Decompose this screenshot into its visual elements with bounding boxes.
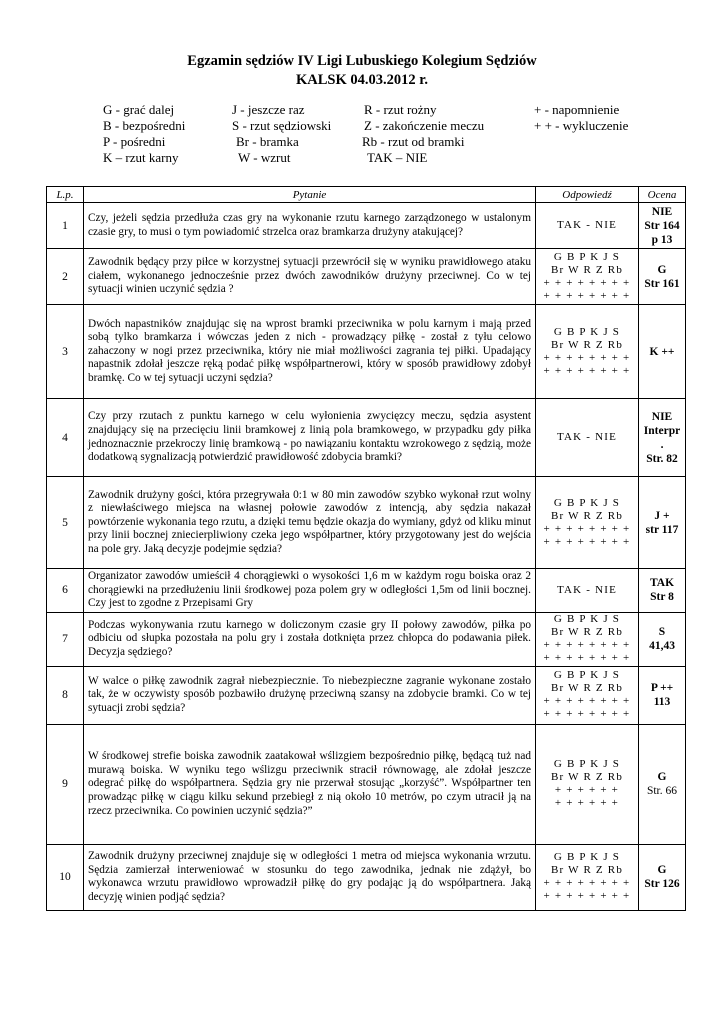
legend-item: + + - wykluczenie [534,118,629,133]
grade-cell [639,569,686,613]
grade-cell [639,844,686,910]
grade-line: P ++ [650,682,674,695]
legend-item: J - jeszcze raz [232,102,305,117]
exam-title: Egzamin sędziów IV Ligi Lubuskiego Kolegium Sędziów [187,53,537,69]
question-text: Zawodnik będący przy piłce w korzystnej sytuacji przewrócił się w wyniku prawidłowego ataku ciałem, wykonanego jednocześnie przez dwóch zawodników drużyny przeciwnej. Co w tej sytuacji winien uczynić sędzia ? [84,249,536,305]
answer-line: + + + + + + + + [543,639,631,652]
grade-line: . [660,438,664,451]
answer-line: + + + + + + [554,784,620,797]
answer-line: + + + + + + + + [543,276,631,289]
answer-line: + + + + + + + + [543,890,631,903]
row-number: 3 [47,305,84,399]
question-text: Dwóch napastników znajdując się na wprost bramki przeciwnika w polu karnym i mają przed sobą tylko bramkarza i wówczas jeden z nich - prowadzący piłkę - został z tyłu celowo zahaczony w nogi przez przeciwnika, który nie miał możliwości zagrania tej piłki. Upadający napastnik zdołał jeszcze ręką podać piłkę współpartnerowi, który w sposób prawidłowy zdobył bramkę. Co w tej sytuacji uczyni sędzia? [84,305,536,399]
table-row [47,477,686,569]
answer-options [536,724,639,844]
header-grade: Ocena [639,187,686,203]
grade-line: Interpr [643,424,681,437]
grade-line: TAK [649,577,675,590]
header-question: Pytanie [84,187,536,203]
answer-line: G B P K J S [553,250,621,263]
row-number: 1 [47,203,84,249]
exam-date: KALSK 04.03.2012 r. [296,72,428,88]
answer-line: Br W R Z Rb [550,509,624,522]
grade-line: Str. 66 [646,785,678,798]
answer-line: G B P K J S [553,758,621,771]
grade-cell [639,399,686,477]
table-row [47,569,686,613]
grade-line: G [657,263,667,276]
legend-item: R - rzut rożny [364,102,437,117]
grade-line: S [658,626,666,639]
answer-line: G B P K J S [553,851,621,864]
legend-item: P - pośredni [103,134,166,149]
legend-item: K – rzut karny [103,150,179,165]
answer-line: Br W R Z Rb [550,626,624,639]
question-text: Organizator zawodów umieścił 4 chorągiewki o wysokości 1,6 m w każdym rogu boiska oraz 2 chorągiewki na przedłużeniu linii środkowej poza polem gry w odległości 1,5m od linii bocznej. Czy jest to zgodne z Przepisami Gry [84,569,536,613]
table-row [47,305,686,399]
grade-line: 113 [653,696,671,709]
answer-options [536,844,639,910]
answer-line: G B P K J S [553,325,621,338]
grade-line: G [657,771,667,784]
grade-line: J + [654,509,670,522]
legend-item: Rb - rzut od bramki [362,134,465,149]
answer-options [536,305,639,399]
row-number: 6 [47,569,84,613]
header-answer: Odpowiedź [536,187,639,203]
answer-line: Br W R Z Rb [550,682,624,695]
answer-line: + + + + + + + + [543,351,631,364]
grade-cell [639,249,686,305]
table-row [47,249,686,305]
grade-line: G [657,864,667,877]
answer-options [536,249,639,305]
legend-item: G - grać dalej [103,102,175,117]
answer-options [536,666,639,724]
answer-line: + + + + + + + + [543,535,631,548]
question-text: Czy, jeżeli sędzia przedłuża czas gry na wykonanie rzutu karnego zarządzonego w ustalonym czasie gry, to musi o tym powiadomić strzelca oraz bramkarza drużyny atakującej? [84,203,536,249]
answer-options [536,203,639,249]
answer-options [536,399,639,477]
answer-options [536,569,639,613]
row-number: 7 [47,612,84,666]
table-row [47,666,686,724]
answer-line: G B P K J S [553,669,621,682]
question-text: Zawodnik drużyny gości, która przegrywała 0:1 w 80 min zawodów szybko wykonał rzut wolny z niewłaściwego miejsca na własnej połowie zawodów z intencją, aby sędzia nakazał powtórzenie wykonania tego rzutu, a dzięki temu będzie okazja do wymiany, gdyż od kliku minut przy linii bocznej zniecierpliwiony czeka jego współpartner, który przygotowany jest do wejścia na pole gry. Jaką decyzje podejmie sędzia? [84,477,536,569]
row-number: 9 [47,724,84,844]
grade-cell [639,305,686,399]
answer-line: + + + + + + + + [543,652,631,665]
table-row [47,844,686,910]
table-row [47,724,686,844]
grade-line: NIE [651,205,673,218]
exam-table [46,186,686,911]
question-text: Czy przy rzutach z punktu karnego w celu wyłonienia zwycięzcy meczu, sędzia asystent znajdujący się na przecięciu linii bramkowej z linią pola bramkowego, w przypadku gdy piłka jednoznacznie przekroczy linię bramkową - po nawiązaniu kontaktu wzrokowego z sędzią, może dodatkową sygnalizacją potwierdzić prawidłowość zdobycia bramki? [84,399,536,477]
answer-line: G B P K J S [553,613,621,626]
table-row [47,203,686,249]
answer-line: TAK - NIE [556,219,617,231]
answer-line: + + + + + + + + [543,289,631,302]
answer-options [536,477,639,569]
grade-line: Str 161 [644,277,680,290]
legend-item: W - wzrut [238,150,291,165]
answer-line: G B P K J S [553,496,621,509]
row-number: 10 [47,844,84,910]
answer-line: + + + + + + + + [543,522,631,535]
answer-options [536,612,639,666]
answer-line: TAK - NIE [556,583,617,596]
question-text: Zawodnik drużyny przeciwnej znajduje się w odległości 1 metra od miejsca wykonania wrzutu. Sędzia zamierzał interweniować w stosunku do tego zawodnika, jednak nie zdążył, bo wykonawca wrzutu prawidłowo wprowadził piłkę do gry podając ją do współpartnera. Jaką decyzję winien podjąć sędzia? [84,844,536,910]
legend-item: Br - bramka [236,134,299,149]
grade-line: Str 8 [650,591,674,604]
header-lp: L.p. [47,187,84,203]
grade-cell [639,477,686,569]
grade-line: Str 126 [644,878,680,891]
grade-line: str 117 [645,523,679,536]
row-number: 8 [47,666,84,724]
table-row [47,612,686,666]
question-text: W środkowej strefie boiska zawodnik zaatakował wślizgiem bezpośrednio piłkę, będącą tuż nad murawą boiska. W wyniku tego wślizgu przeciwnik stracił równowagę, ale zdołał jeszcze odegrać piłkę do współpartnera. Sędzia gry nie przerwał stosując „korzyść”. Współpartner ten prowadząc piłkę w ciągu kilku sekund przebiegł z nią około 10 metrów, po czym utracił ją na rzecz przeciwnika. Co powinien uczynić sędzia?” [84,724,536,844]
grade-line: K ++ [649,345,675,358]
row-number: 4 [47,399,84,477]
grade-line: p 13 [651,233,673,246]
answer-line: + + + + + + + + [543,708,631,721]
grade-cell [639,724,686,844]
answer-line: + + + + + + + + [543,877,631,890]
answer-line: + + + + + + + + [543,364,631,377]
grade-line: NIE [651,410,673,423]
row-number: 5 [47,477,84,569]
answer-line: Br W R Z Rb [550,864,624,877]
legend-item: Z - zakończenie meczu [364,118,485,133]
legend-item: TAK – NIE [367,150,428,165]
answer-line: Br W R Z Rb [550,338,624,351]
answer-line: + + + + + + + + [543,695,631,708]
table-header-row [47,187,686,203]
legend-item: S - rzut sędziowski [232,118,332,133]
row-number: 2 [47,249,84,305]
answer-line: TAK - NIE [556,431,617,443]
grade-cell [639,612,686,666]
grade-cell [639,203,686,249]
question-text: Podczas wykonywania rzutu karnego w doliczonym czasie gry II połowy zawodów, piłka po odbiciu od słupka pozostała na polu gry i została dotknięta przez chłopca do podawania piłek. Decyzja sędziego? [84,612,536,666]
grade-line: Str. 82 [646,452,678,465]
legend-item: B - bezpośredni [103,118,186,133]
grade-line: 41,43 [649,640,675,653]
grade-cell [639,666,686,724]
grade-line: Str 164 [644,219,680,232]
legend-item: + - napomnienie [534,102,620,117]
table-row [47,399,686,477]
answer-line: + + + + + + [554,797,620,810]
answer-line: Br W R Z Rb [550,771,624,784]
question-text: W walce o piłkę zawodnik zagrał niebezpiecznie. To niebezpieczne zagranie wykonane zostało tak, że w oczywisty sposób pozbawiło drużynę przeciwną szansy na zdobycie bramki. Co w tej sytuacji zrobi sędzia? [84,666,536,724]
answer-line: Br W R Z Rb [550,263,624,276]
